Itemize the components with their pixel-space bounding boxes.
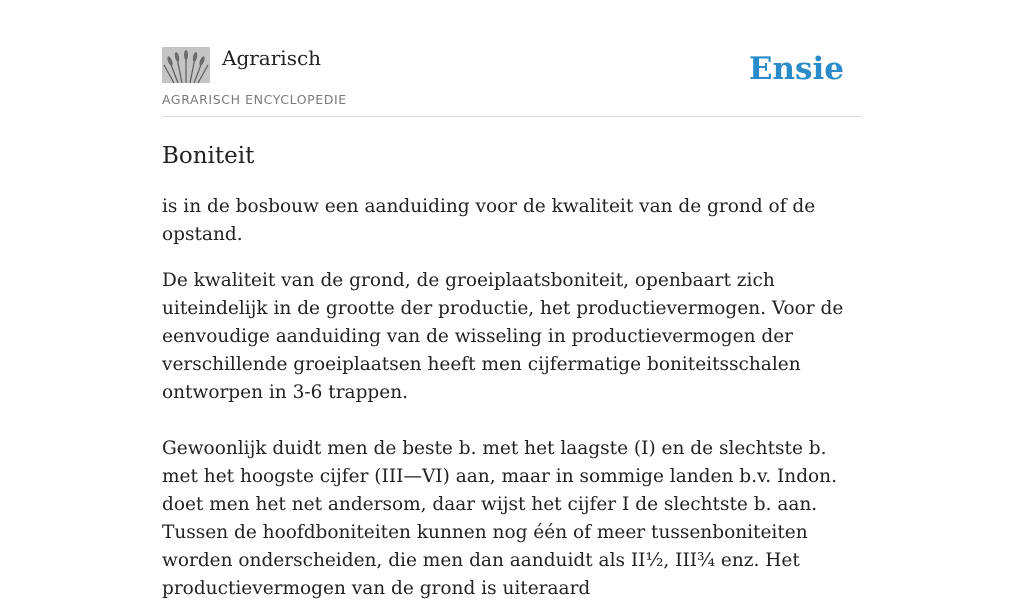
header (162, 46, 862, 117)
source-subtitle[interactable]: AGRARISCH ENCYCLOPEDIE (162, 92, 347, 107)
article-lead: is in de bosbouw een aanduiding voor de kwaliteit van de grond of de opstand. (162, 196, 816, 245)
article-paragraph: Gewoonlijk duidt men de beste b. met het laagste (I) en de slechtste b. met het hoogste cijfer (III—VI) aan, maar in sommige landen b.v. Indon. doet men het net andersom, daar wijst het cijfer I de slechtste b. aan. Tussen de hoofdboniteiten kunnen nog één of meer tussenboniteiten worden onderscheiden, die men dan aanduidt als II½, III¾ enz. Het productievermogen van de grond is uiteraard (162, 438, 837, 599)
brand-logo[interactable]: Ensie (748, 51, 844, 87)
source-name[interactable]: Agrarisch (222, 46, 322, 70)
article-paragraph: De kwaliteit van de grond, de groeiplaatsboniteit, openbaart zich uiteindelijk in de grootte der productie, het productievermogen. Voor de eenvoudige aanduiding van de wisseling in productievermogen der verschillende groeiplaatsen heeft men cijfermatige boniteitsschalen ontworpen in 3-6 trappen. (162, 270, 844, 403)
page-title: Boniteit (162, 143, 255, 169)
article-container (162, 46, 862, 603)
wheat-icon[interactable] (162, 47, 210, 83)
